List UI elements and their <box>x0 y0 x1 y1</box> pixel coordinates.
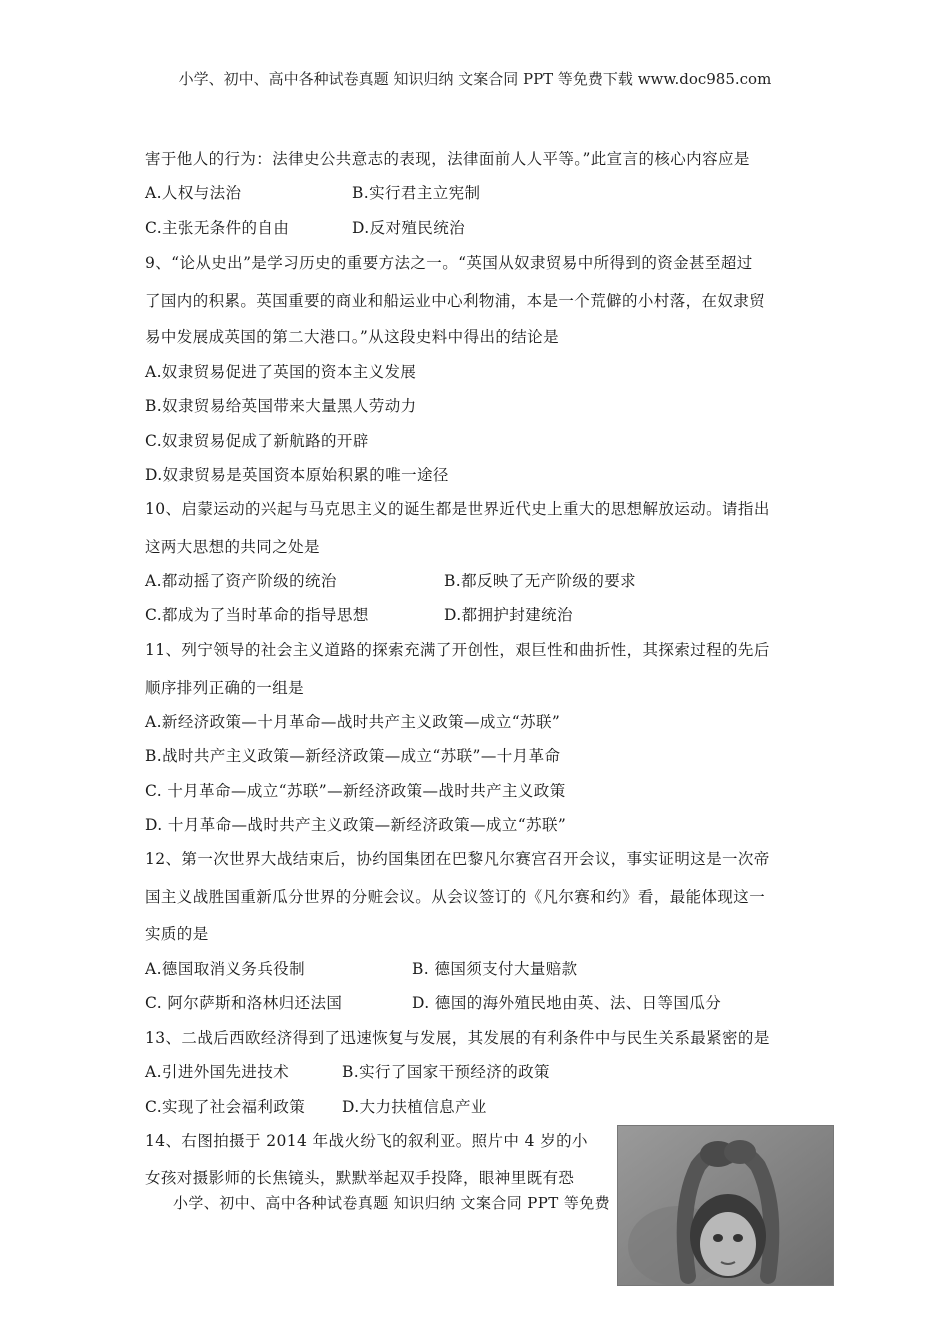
q12-option-d: D. 德国的海外殖民地由英、法、日等国瓜分 <box>412 994 722 1012</box>
q8-stem: 害于他人的行为：法律史公共意志的表现，法律面前人人平等。”此宣言的核心内容应是 <box>145 150 750 168</box>
q11-stem-2: 顺序排列正确的一组是 <box>145 679 305 697</box>
q8-option-d: D.反对殖民统治 <box>352 219 466 237</box>
q12-stem-2: 国主义战胜国重新瓜分世界的分赃会议。从会议签订的《凡尔赛和约》看，最能体现这一 <box>145 888 766 906</box>
q8-option-b: B.实行君主立宪制 <box>352 184 481 202</box>
q9-option-b: B.奴隶贸易给英国带来大量黑人劳动力 <box>145 397 417 415</box>
q13-option-c: C.实现了社会福利政策 <box>145 1098 306 1116</box>
q10-option-b: B.都反映了无产阶级的要求 <box>444 572 637 590</box>
page-header: 小学、初中、高中各种试卷真题 知识归纳 文案合同 PPT 等免费下载 www.doc985.com <box>178 70 772 88</box>
q10-stem-2: 这两大思想的共同之处是 <box>145 538 320 556</box>
syria-girl-photo <box>617 1125 834 1286</box>
q9-option-a: A.奴隶贸易促进了英国的资本主义发展 <box>145 363 417 381</box>
q12-stem-3: 实质的是 <box>145 925 209 943</box>
page-footer: 小学、初中、高中各种试卷真题 知识归纳 文案合同 PPT 等免费 <box>173 1194 611 1212</box>
q9-stem-1: 9、“论从史出”是学习历史的重要方法之一。“英国从奴隶贸易中所得到的资金甚至超过 <box>145 254 753 272</box>
q13-option-b: B.实行了国家干预经济的政策 <box>342 1063 550 1081</box>
q9-option-d: D.奴隶贸易是英国资本原始积累的唯一途径 <box>145 466 449 484</box>
q9-option-c: C.奴隶贸易促成了新航路的开辟 <box>145 432 369 450</box>
q14-stem-1: 14、右图拍摄于 2014 年战火纷飞的叙利亚。照片中 4 岁的小 <box>145 1132 588 1150</box>
q11-option-a: A.新经济政策—十月革命—战时共产主义政策—成立“苏联” <box>145 713 561 731</box>
q11-option-c: C. 十月革命—成立“苏联”—新经济政策—战时共产主义政策 <box>145 782 566 800</box>
q9-stem-2: 了国内的积累。英国重要的商业和船运业中心利物浦，本是一个荒僻的小村落，在奴隶贸 <box>145 292 766 310</box>
q13-stem: 13、二战后西欧经济得到了迅速恢复与发展，其发展的有利条件中与民生关系最紧密的是 <box>145 1029 770 1047</box>
q8-option-c: C.主张无条件的自由 <box>145 219 290 237</box>
q10-option-a: A.都动摇了资产阶级的统治 <box>145 572 337 590</box>
q10-option-d: D.都拥护封建统治 <box>444 606 573 624</box>
photo-image <box>618 1126 833 1285</box>
q9-stem-3: 易中发展成英国的第二大港口。”从这段史料中得出的结论是 <box>145 328 559 346</box>
q8-option-a: A.人权与法治 <box>145 184 242 202</box>
q13-option-d: D.大力扶植信息产业 <box>342 1098 487 1116</box>
q12-option-b: B. 德国须支付大量赔款 <box>412 960 578 978</box>
q11-option-d: D. 十月革命—战时共产主义政策—新经济政策—成立“苏联” <box>145 816 567 834</box>
q13-option-a: A.引进外国先进技术 <box>145 1063 290 1081</box>
q11-option-b: B.战时共产主义政策—新经济政策—成立“苏联”—十月革命 <box>145 747 561 765</box>
q14-stem-2: 女孩对摄影师的长焦镜头，默默举起双手投降，眼神里既有恐 <box>145 1169 575 1187</box>
q10-option-c: C.都成为了当时革命的指导思想 <box>145 606 369 624</box>
q12-option-a: A.德国取消义务兵役制 <box>145 960 306 978</box>
q12-stem-1: 12、第一次世界大战结束后，协约国集团在巴黎凡尔赛宫召开会议，事实证明这是一次帝 <box>145 850 770 868</box>
q11-stem-1: 11、列宁领导的社会主义道路的探索充满了开创性，艰巨性和曲折性，其探索过程的先后 <box>145 641 770 659</box>
q10-stem-1: 10、启蒙运动的兴起与马克思主义的诞生都是世界近代史上重大的思想解放运动。请指出 <box>145 500 770 518</box>
q12-option-c: C. 阿尔萨斯和洛林归还法国 <box>145 994 343 1012</box>
